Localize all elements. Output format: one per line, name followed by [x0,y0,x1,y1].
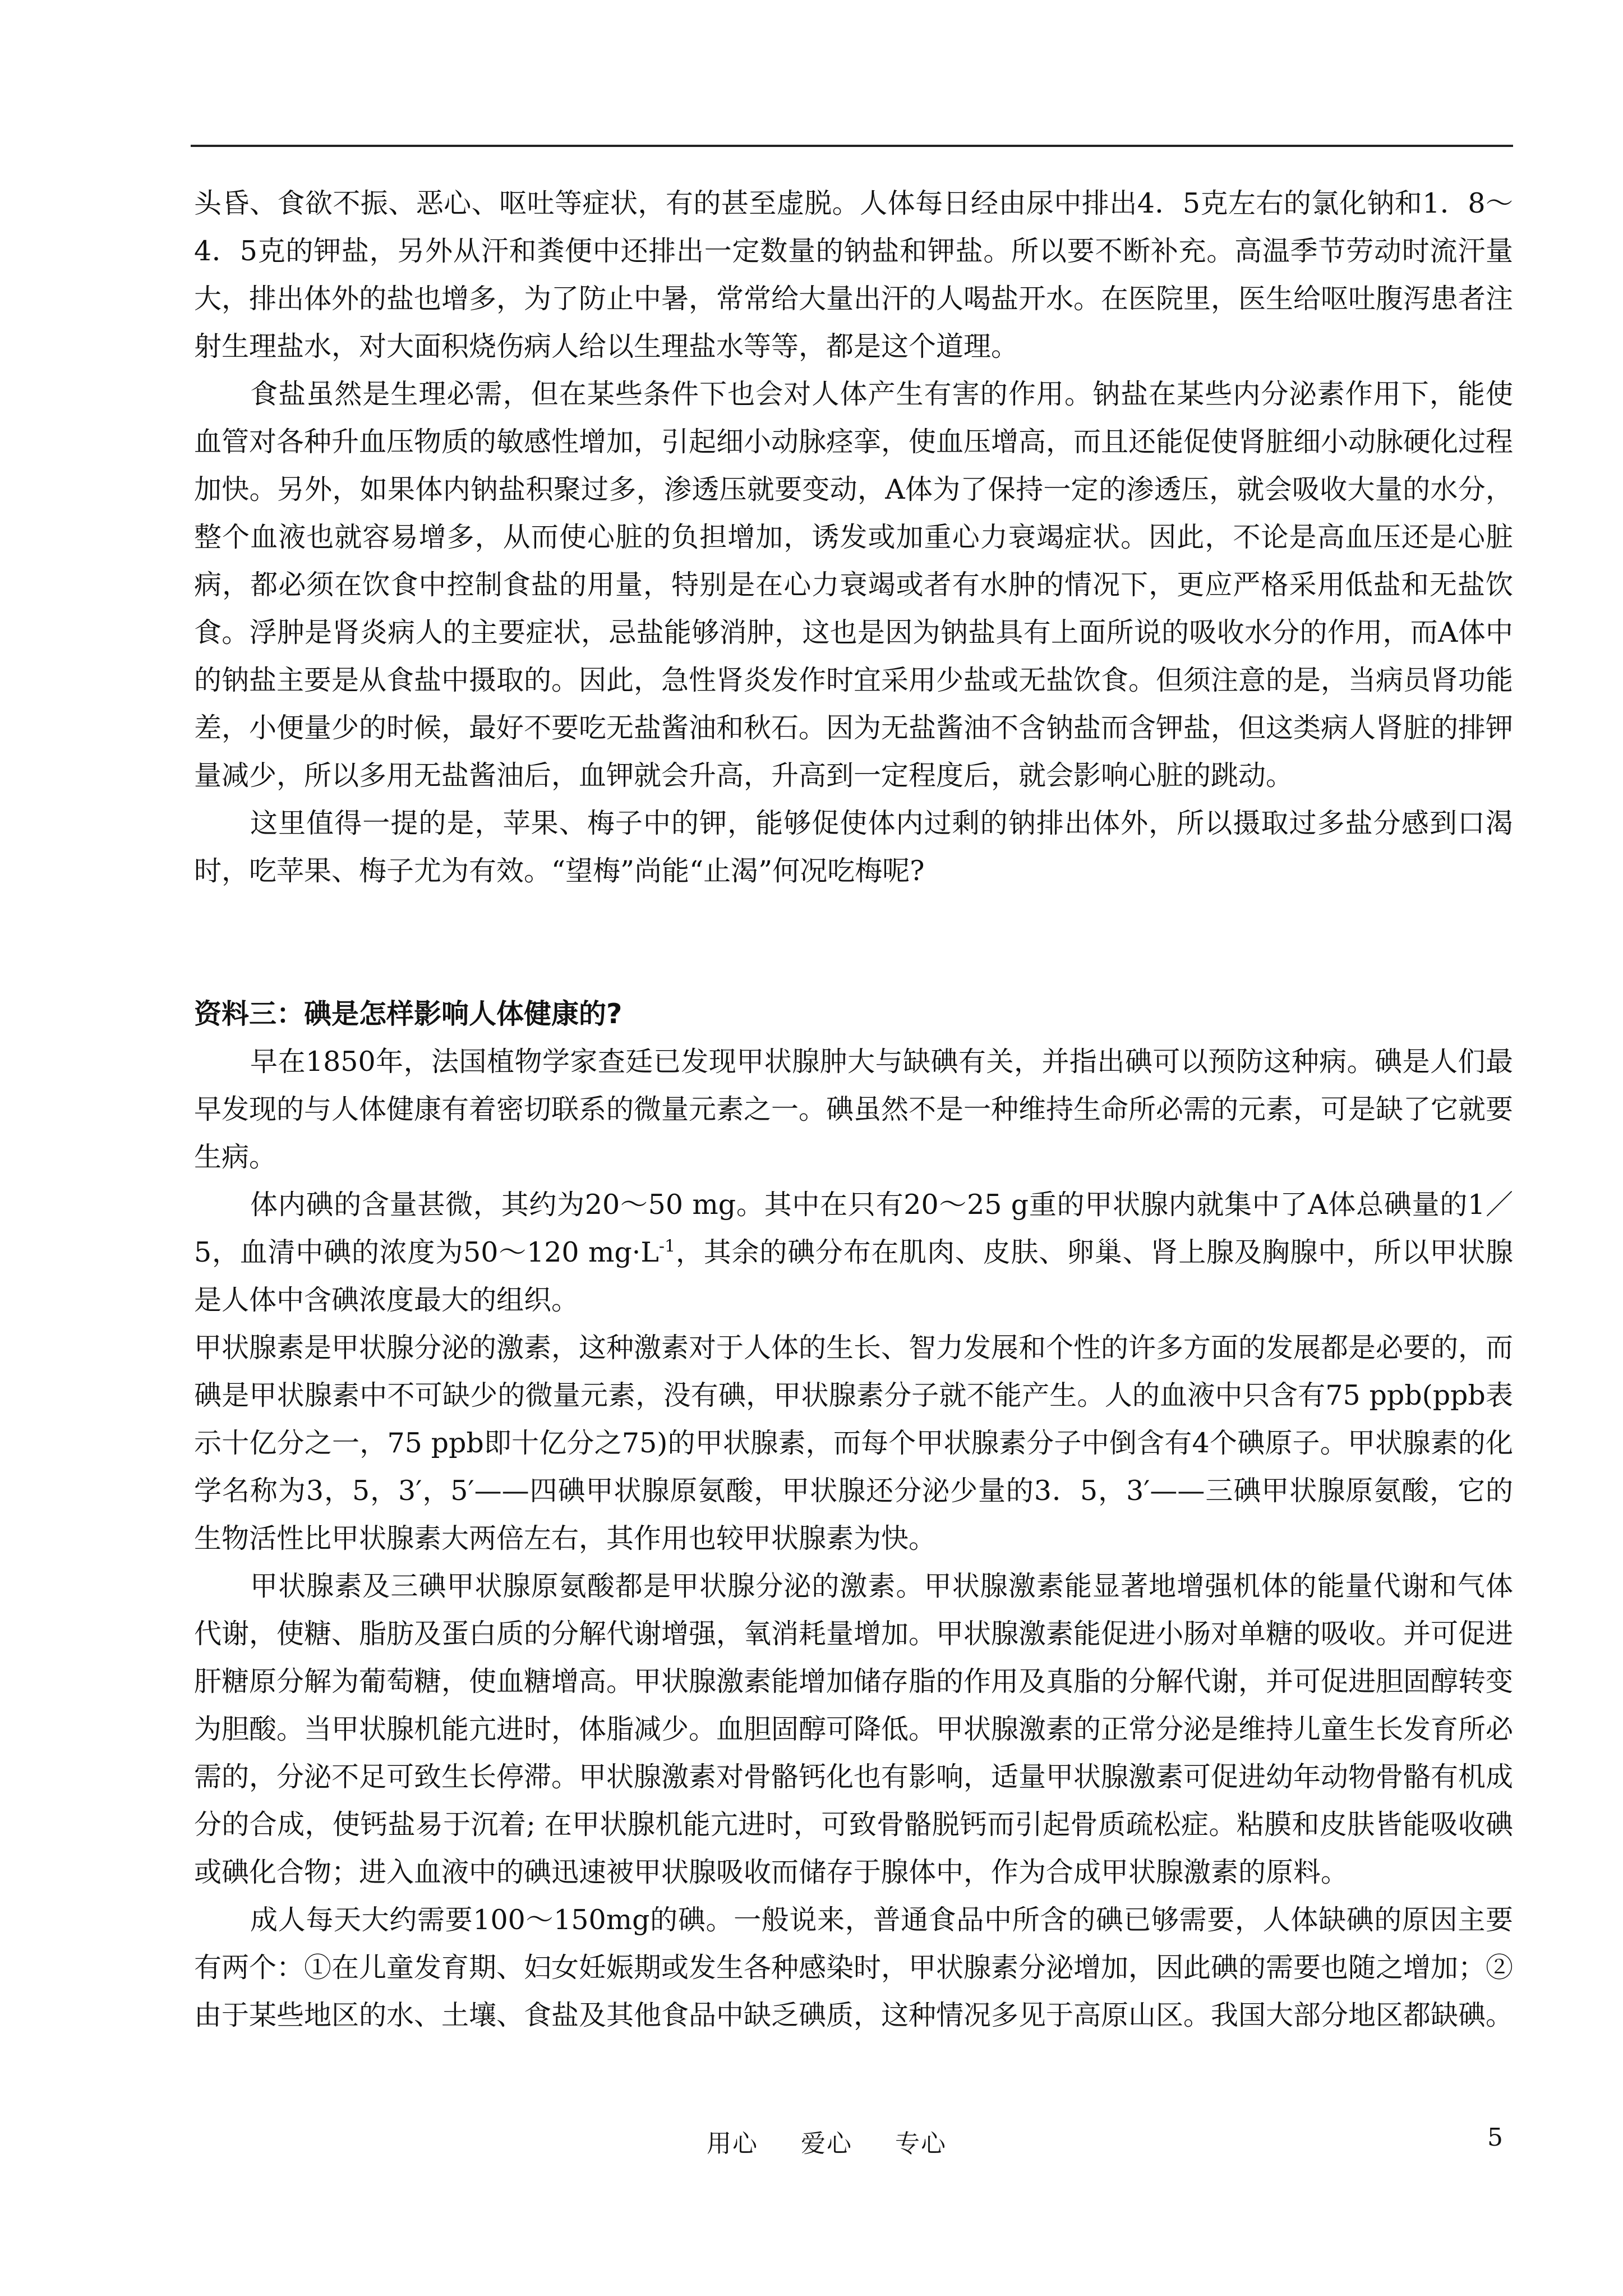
paragraph-iodine-history: 早在1850年，法国植物学家查廷已发现甲状腺肿大与缺碘有关，并指出碘可以预防这种病。碘是人们最早发现的与人体健康有着密切联系的微量元素之一。碘虽然不是一种维持生命所必需的元素，可是缺了它就要生病。 [194,1046,1514,1173]
document-body [194,180,1513,2039]
section-spacer [194,895,1513,990]
paragraph-apple-plum: 这里值得一提的是，苹果、梅子中的钾，能够促使体内过剩的钠排出体外，所以摄取过多盐分感到口渴时，吃苹果、梅子尤为有效。“望梅”尚能“止渴”何况吃梅呢? [194,807,1513,887]
section-heading-iodine: 资料三：碘是怎样影响人体健康的? [194,998,623,1030]
header-rule [191,145,1513,147]
page-footer [0,2123,1623,2168]
iodine-content-text-a: 体内碘的含量甚微，其约为20～50 mg。其中在只有20～25 g重的甲状腺内就集中了A体总碘量的1／5，血清中碘的浓度为50～120 mg·L [194,1189,1513,1268]
paragraph-thyroxine: 甲状腺素是甲状腺分泌的激素，这种激素对于人体的生长、智力发展和个性的许多方面的发展都是必要的，而碘是甲状腺素中不可缺少的微量元素，没有碘，甲状腺素分子就不能产生。人的血液中只含有75 ppb(ppb表示十亿分之一，75 ppb即十亿分之75)的甲状腺素，而每个甲状腺素分子中倒含有4个碘原子。甲状腺素的化学名称为3，5，3′，5′——四碘甲状腺原氨酸，甲状腺还分泌少量的3．5，3′——三碘甲状腺原氨酸，它的生物活性比甲状腺素大两倍左右，其作用也较甲状腺素为快。 [194,1332,1514,1554]
paragraph-thyroid-hormone-effects: 甲状腺素及三碘甲状腺原氨酸都是甲状腺分泌的激素。甲状腺激素能显著地增强机体的能量代谢和气体代谢，使糖、脂肪及蛋白质的分解代谢增强，氧消耗量增加。甲状腺激素能促进小肠对单糖的吸收。并可促进肝糖原分解为葡萄糖，使血糖增高。甲状腺激素能增加储存脂的作用及真脂的分解代谢，并可促进胆固醇转变为胆酸。当甲状腺机能亢进时，体脂减少。血胆固醇可降低。甲状腺激素的正常分泌是维持儿童生长发育所必需的，分泌不足可致生长停滞。甲状腺激素对骨骼钙化也有影响，适量甲状腺激素可促进幼年动物骨骼有机成分的合成，使钙盐易于沉着; 在甲状腺机能亢进时，可致骨骼脱钙而引起骨质疏松症。粘膜和皮肤皆能吸收碘或碘化合物；进入血液中的碘迅速被甲状腺吸收而储存于腺体中，作为合成甲状腺激素的原料。 [194,1570,1514,1888]
paragraph-continued-1: 头昏、食欲不振、恶心、呕吐等症状，有的甚至虚脱。人体每日经由尿中排出4．5克左右的氯化钠和1．8～4．5克的钾盐，另外从汗和粪便中还排出一定数量的钠盐和钾盐。所以要不断补充。高温季节劳动时流汗量大，排出体外的盐也增多，为了防止中暑，常常给大量出汗的人喝盐开水。在医院里，医生给呕吐腹泻患者注射生理盐水，对大面积烧伤病人给以生理盐水等等，都是这个道理。 [194,187,1514,362]
paragraph-salt-harm: 食盐虽然是生理必需，但在某些条件下也会对人体产生有害的作用。钠盐在某些内分泌素作用下，能使血管对各种升血压物质的敏感性增加，引起细小动脉痉挛，使血压增高，而且还能促使肾脏细小动脉硬化过程加快。另外，如果体内钠盐积聚过多，渗透压就要变动，A体为了保持一定的渗透压，就会吸收大量的水分，整个血液也就容易增多，从而使心脏的负担增加，诱发或加重心力衰竭症状。因此，不论是高血压还是心脏病，都必须在饮食中控制食盐的用量，特别是在心力衰竭或者有水肿的情况下，更应严格采用低盐和无盐饮食。浮肿是肾炎病人的主要症状，忌盐能够消肿，这也是因为钠盐具有上面所说的吸收水分的作用，而A体中的钠盐主要是从食盐中摄取的。因此，急性肾炎发作时宜采用少盐或无盐饮食。但须注意的是，当病员肾功能差，小便量少的时候，最好不要吃无盐酱油和秋石。因为无盐酱油不含钠盐而含钾盐，但这类病人肾脏的排钾量减少，所以多用无盐酱油后，血钾就会升高，升高到一定程度后，就会影响心脏的跳动。 [194,378,1514,792]
paragraph-iodine-content [194,1181,1513,1324]
paragraph-iodine-requirement: 成人每天大约需要100～150mg的碘。一般说来，普通食品中所含的碘已够需要，人体缺碘的原因主要有两个：①在儿童发育期、妇女妊娠期或发生各种感染时，甲状腺素分泌增加，因此碘的需要也随之增加；②由于某些地区的水、土壤、食盐及其他食品中缺乏碘质，这种情况多见于高原山区。我国大部分地区都缺碘。 [194,1904,1514,2031]
footer-motto: 用心 爱心 专心 [707,2129,947,2158]
unit-exponent: -1 [658,1236,676,1257]
page-number: 5 [1487,2123,1503,2152]
iodine-content-text-b: ，其余的碘分布在肌肉、皮肤、卵巢、肾上腺及胸腺中，所以甲状腺是人体中含碘浓度最大的组织。 [194,1236,1513,1316]
